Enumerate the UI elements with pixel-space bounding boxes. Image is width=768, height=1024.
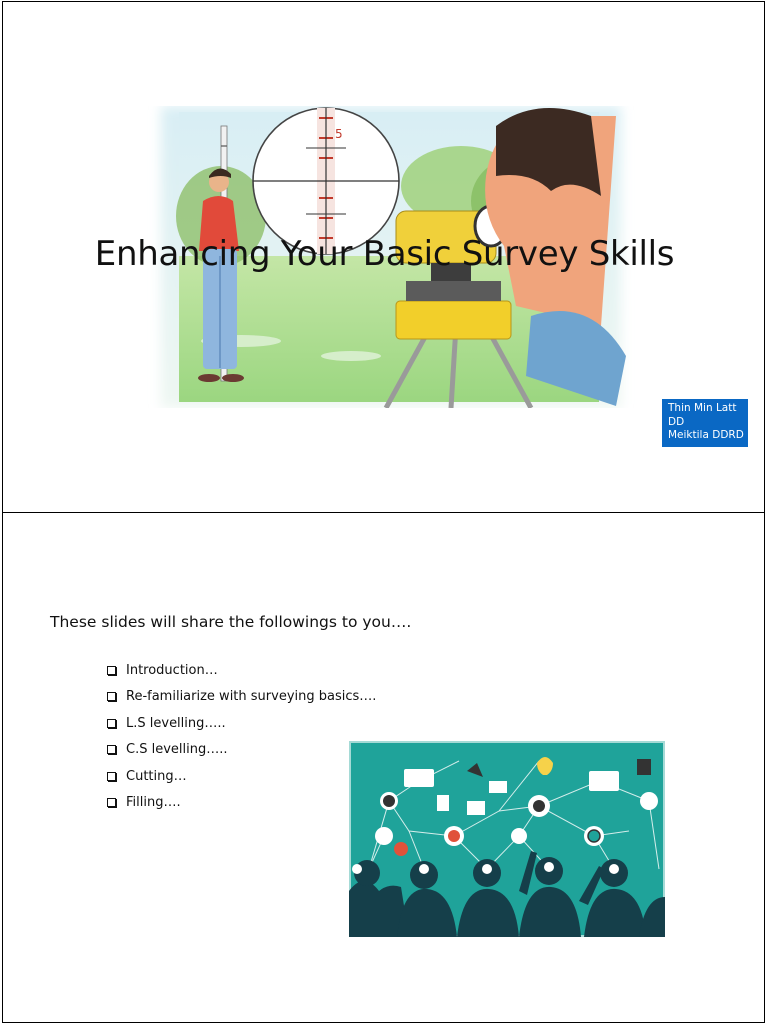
slide-2 bbox=[2, 512, 765, 1023]
author-name: Thin Min Latt bbox=[668, 402, 737, 414]
checkbox-bullet-icon bbox=[107, 745, 116, 754]
list-item bbox=[107, 657, 376, 684]
author-role: DD bbox=[668, 415, 685, 428]
checkbox-bullet-icon bbox=[107, 692, 116, 701]
slide-1 bbox=[2, 1, 765, 513]
list-item bbox=[107, 710, 376, 737]
list-item-label: C.S levelling….. bbox=[126, 742, 228, 758]
intro-text: These slides will share the followings to you…. bbox=[50, 613, 412, 631]
list-item-label: Introduction… bbox=[126, 662, 218, 678]
checkbox-bullet-icon bbox=[107, 666, 116, 675]
checkbox-bullet-icon bbox=[107, 798, 116, 807]
list-item bbox=[107, 684, 376, 711]
slide-title: Enhancing Your Basic Survey Skills bbox=[94, 234, 675, 274]
staff-reading-label: 5 bbox=[335, 127, 343, 141]
author-box bbox=[662, 399, 748, 447]
network-illustration bbox=[349, 741, 665, 937]
list-item bbox=[107, 737, 376, 764]
list-item-label: Filling…. bbox=[126, 795, 181, 811]
list-item bbox=[107, 790, 376, 817]
checkbox-bullet-icon bbox=[107, 719, 116, 728]
author-office: Meiktila DDRD bbox=[668, 429, 744, 441]
checkbox-bullet-icon bbox=[107, 772, 116, 781]
bullet-list bbox=[107, 657, 376, 816]
list-item-label: L.S levelling….. bbox=[126, 715, 226, 731]
list-item-label: Re-familiarize with surveying basics…. bbox=[126, 689, 377, 705]
list-item-label: Cutting… bbox=[126, 768, 187, 784]
list-item bbox=[107, 763, 376, 790]
